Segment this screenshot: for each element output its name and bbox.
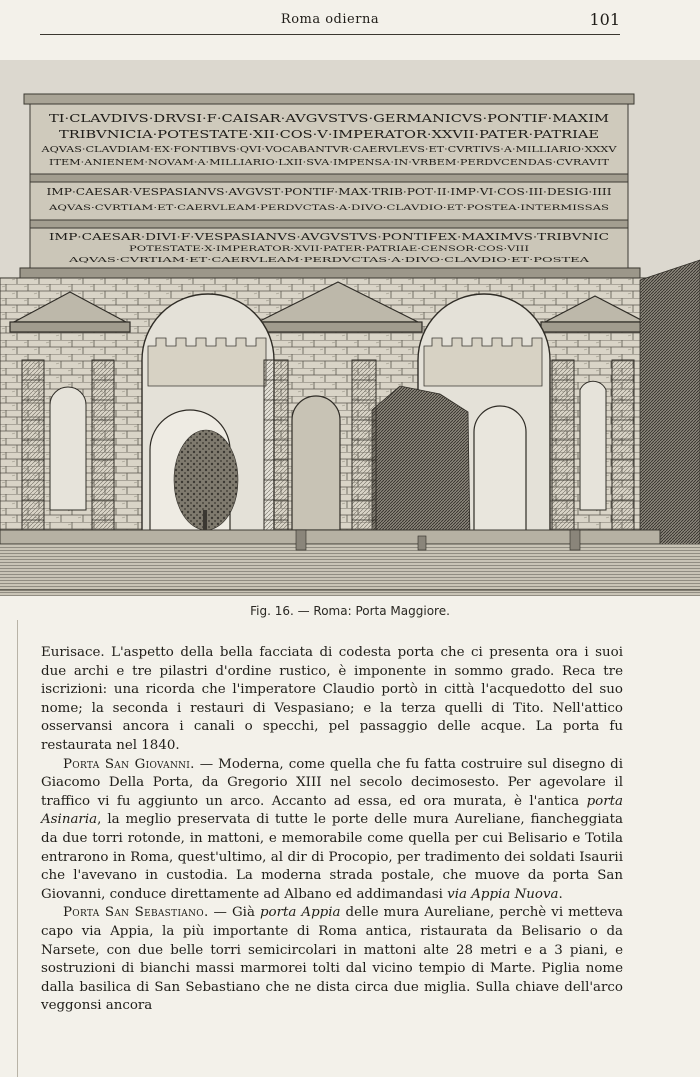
running-title: Roma odierna	[280, 12, 380, 27]
paragraph-text: , la meglio preservata di tutte le porte delle mura Aureliane, fiancheggiata da due torri rotonde, in mattoni, e memorabile come quella per cui Belisario e Totila entrarono in Roma, quest'ultimo, al dir di Procopio, per tradimento dei soldati Isaurii che l'avevano in custodia. La moderna strada postale, che muove da porta San Giovanni, conduce direttamente ad Albano ed addimandasi	[41, 812, 623, 902]
body-text	[41, 644, 623, 1016]
page-header	[40, 8, 620, 35]
paragraph-eurisace: Eurisace. L'aspetto della bella facciata di codesta porta che ci presenta ora i suoi due archi e tre pilastri d'ordine rustico, è imponente in sommo grado. Reca tre iscrizioni: una ricorda che l'imperatore Claudio portò in città l'acquedotto del suo nome; la seconda i restauri di Vespasiano; e la terza quelli di Tito. Nell'attico osservansi ancora i canali o specchi, pel passaggio delle acque. La porta fu restaurata nel 1840.	[41, 645, 623, 753]
paragraph-text: delle mura Aureliane, perchè vi metteva capo via Appia, la più importante di Roma antica, ristaurata da Belisario o da Narsete, con due belle torri semicircolari in mattoni alte 28 metri e a 3 piani, e sostruzioni di bianchi massi marmorei tolti dal vicino tempio di Marte. Piglia nome dalla basilica di San Sebastiano che ne dista circa due miglia. Sulla chiave dell'arco veggonsi ancora	[41, 905, 624, 1014]
figure-porta-maggiore	[0, 60, 700, 596]
paragraph-text: .	[558, 886, 563, 902]
attic-inscriptions	[40, 111, 617, 264]
italic-term: porta Asinaria	[41, 793, 623, 828]
margin-rule	[17, 620, 18, 1077]
paragraph-text: — Già	[208, 905, 260, 921]
inscription-line-5: IMP·CAESAR·VESPASIANVS·AVGVST·PONTIF·MAX·TRIB·POT·II·IMP·VI·COS·III·DESIG·IIII	[46, 188, 613, 198]
italic-term: porta Appia	[259, 905, 341, 921]
italic-term: via Appia Nuova	[447, 886, 559, 902]
inscription-line-3: AQVAS·CLAVDIAM·EX·FONTIBVS·QVI·VOCABANTVR·CAERVLEVS·ET·CVRTIVS·A·MILLIARIO·XXXV	[40, 145, 617, 154]
paragraph-porta-san-sebastiano	[41, 904, 623, 1016]
section-heading-porta-san-sebastiano: Porta San Sebastiano.	[63, 905, 209, 921]
inscription-line-7: IMP·CAESAR·DIVI·F·VESPASIANVS·AVGVSTVS·PONTIFEX·MAXIMVS·TRIBVNIC	[49, 232, 609, 243]
inscription-line-6: AQVAS·CVRTIAM·ET·CAERVLEAM·PERDVCTAS·A·DIVO·CLAVDIO·ET·POSTEA·INTERMISSAS	[47, 203, 610, 212]
inscription-line-9: AQVAS·CVRTIAM·ET·CAERVLEAM·PERDVCTAS·A·DIVO·CLAVDIO·ET·POSTEA	[67, 256, 590, 264]
paragraph-porta-san-giovanni	[41, 756, 623, 905]
figure-caption: Fig. 16. — Roma: Porta Maggiore.	[250, 604, 450, 618]
inscription-line-8: POTESTATE·X·IMPERATOR·XVII·PATER·PATRIAE·CENSOR·COS·VIII	[129, 244, 530, 253]
section-heading-porta-san-giovanni: Porta San Giovanni.	[63, 756, 195, 772]
paragraph-text: — Moderna, come quella che fu fatta costruire sul disegno di Giacomo Della Porta, da Gregorio XIII nel secolo decimosesto. Per agevolare il traffico vi fu aggiunto un arco. Accanto ad essa, ed ora murata, è l'antica	[41, 756, 624, 809]
inscription-line-4: ITEM·ANIENEM·NOVAM·A·MILLIARIO·LXII·SVA·IMPENSA·IN·VRBEM·PERDVCENDAS·CVRAVIT	[49, 158, 610, 167]
inscription-line-1: TI·CLAVDIVS·DRVSI·F·CAISAR·AVGVSTVS·GERMANICVS·PONTIF·MAXIM	[49, 111, 610, 125]
inscription-line-2: TRIBVNICIA·POTESTATE·XII·COS·V·IMPERATOR·XXVII·PATER·PATRIAE	[59, 128, 599, 141]
engraving-illustration	[0, 60, 700, 596]
page-number: 101	[589, 10, 620, 29]
